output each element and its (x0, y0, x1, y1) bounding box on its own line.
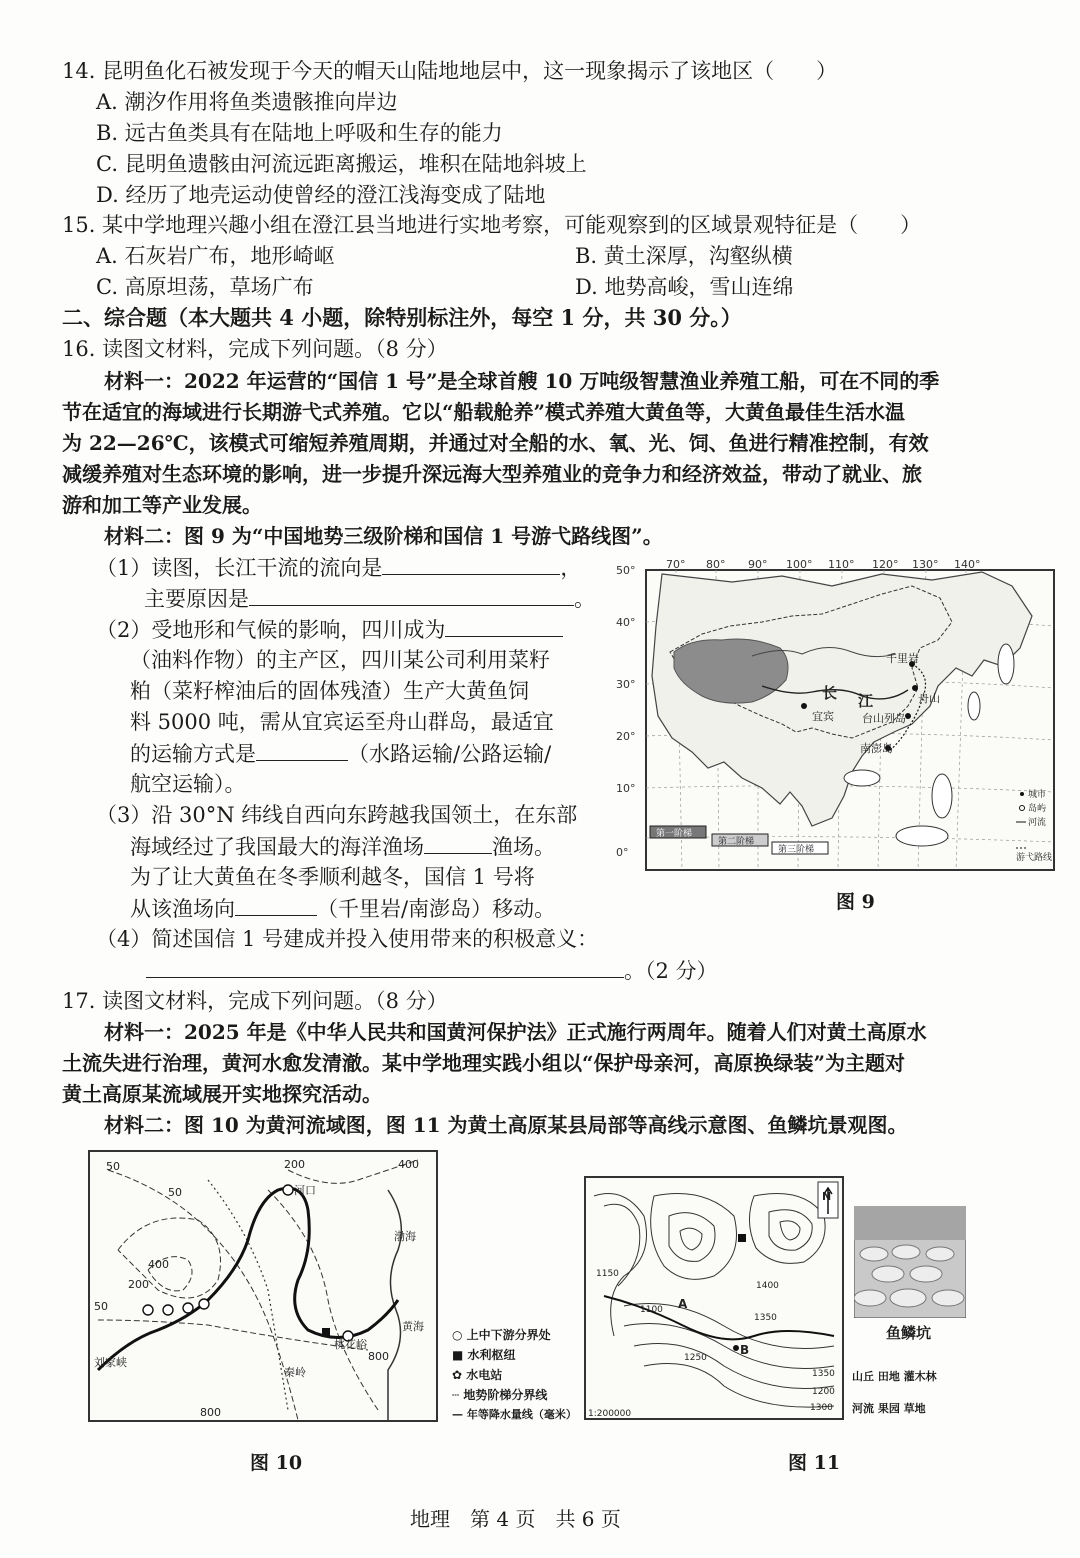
q16-material1-line5: 游和加工等产业发展。 (62, 493, 262, 517)
label-taohuayu: 桃花峪 (334, 1338, 367, 1351)
label-bohai: 渤海 (394, 1230, 416, 1243)
fig10-legend-hub: ■ 水利枢纽 (452, 1348, 516, 1362)
q16-part2-line4: 料 5000 吨，需从宜宾运至舟山群岛，最适宜 (130, 710, 554, 734)
label-taishan: 台山列岛 (862, 712, 906, 725)
contour-label: 1400 (756, 1281, 779, 1291)
dam-marker (183, 1303, 193, 1313)
q15-option-c[interactable]: C. 高原坦荡，草场广布 (96, 275, 314, 299)
q14-option-c[interactable]: C. 昆明鱼遗骸由河流远距离搬运，堆积在陆地斜坡上 (96, 152, 587, 176)
point-a: A (678, 1297, 688, 1311)
figure-11-caption: 图 11 (788, 1452, 841, 1474)
contour-label: 1350 (754, 1313, 777, 1323)
label-yibin: 宜宾 (812, 710, 834, 723)
label-hekou: 河口 (294, 1184, 316, 1197)
island (998, 644, 1014, 684)
q15-option-d[interactable]: D. 地势高峻，雪山连绵 (575, 275, 794, 299)
fig10-legend-station: ✿ 水电站 (452, 1368, 503, 1382)
q16-stem: 16. 读图文材料，完成下列问题。（8 分） (62, 337, 448, 361)
q15-stem: 15. 某中学地理兴趣小组在澄江县当地进行实地考察，可能观察到的区域景观特征是（ ） (62, 213, 922, 237)
q16-part1-line1: （1）读图，长江干流的流向是 ， (96, 552, 581, 583)
q16-part3-line4: 从该渔场向 （千里岩/南澎岛）移动。 (130, 893, 555, 924)
lon-label: 130° (912, 558, 939, 571)
point-b: B (740, 1343, 750, 1357)
contour-label: 1300 (810, 1403, 833, 1413)
dam-marker (199, 1299, 209, 1309)
q16-material1-line2: 节在适宜的海域进行长期游弋式养殖。它以“船载舱养”模式养殖大黄鱼等，大黄鱼最佳生活水温 (62, 400, 906, 424)
contour-label: 1100 (640, 1305, 663, 1315)
island (896, 826, 948, 846)
legend-island: 岛屿 (1028, 804, 1047, 814)
q17-stem: 17. 读图文材料，完成下列问题。（8 分） (62, 989, 448, 1013)
lon-label: 70° (666, 558, 686, 571)
q17-material1-line2: 土流失进行治理，黄河水愈发清澈。某中学地理实践小组以“保护母亲河，高原换绿装”为主题对 (62, 1051, 906, 1075)
q16-part3-line3: 为了让大黄鱼在冬季顺利越冬，国信 1 号将 (130, 865, 535, 889)
scale-label: 1:200000 (588, 1409, 632, 1419)
q16-part2-line5: 的运输方式是 （水路运输/公路运输/ (130, 738, 551, 769)
q16-part1-line2: 主要原因是 。 (144, 583, 595, 614)
label-zhoushan: 舟山 (918, 692, 940, 705)
q16-part2-line2: （油料作物）的主产区，四川某公司利用菜籽 (130, 648, 550, 672)
figure-9-map (612, 556, 1070, 912)
label-jiang: 江 (858, 692, 874, 710)
map-frame (585, 1177, 843, 1419)
fig11-legend-line2: 河流 果园 草地 (852, 1402, 926, 1415)
q15-option-a[interactable]: A. 石灰岩广布，地形崎岖 (96, 244, 335, 268)
q16-material1-line1: 材料一：2022 年运营的“国信 1 号”是全球首艘 10 万吨级智慧渔业养殖工船，可在不同的季 (104, 369, 940, 393)
label-50: 50 (94, 1300, 108, 1313)
zhoushan-dot (912, 685, 918, 691)
page-footer: 地理 第 4 页 共 6 页 (410, 1507, 621, 1531)
figure-10-caption: 图 10 (250, 1452, 303, 1474)
figure-11-contour-map (584, 1176, 846, 1422)
fig11-legend-line1: 山丘 田地 灌木林 (852, 1370, 937, 1383)
answer-blank[interactable] (249, 583, 574, 606)
figure-9-caption: 图 9 (836, 891, 875, 913)
island (844, 770, 880, 786)
answer-blank[interactable] (146, 955, 624, 978)
answer-blank[interactable] (424, 831, 492, 854)
legend-river: 河流 (1028, 818, 1047, 828)
label-400: 400 (398, 1158, 419, 1171)
fig10-legend-boundary: ○ 上中下游分界处 (452, 1328, 551, 1342)
q16-part4: （4）简述国信 1 号建成并投入使用带来的积极意义： (96, 927, 599, 951)
lat-label: 20° (616, 730, 636, 743)
q16-material1-line4: 减缓养殖对生态环境的影响，进一步提升深远海大型养殖业的竞争力和经济效益，带动了就业、旅 (62, 462, 922, 486)
contour-label: 1250 (684, 1353, 707, 1363)
label-qianliyan: 千里岩 (886, 652, 919, 665)
label-50: 50 (168, 1186, 182, 1199)
lat-label: 40° (616, 616, 636, 629)
contour-label: 1150 (596, 1269, 619, 1279)
q16-part4-answer-line: 。（2 分） (146, 955, 718, 986)
north-label: N (822, 1190, 832, 1203)
q16-part2-line1: （2）受地形和气候的影响，四川成为 (96, 614, 563, 645)
fish-scale-pit-label: 鱼鳞坑 (886, 1324, 932, 1342)
answer-blank[interactable] (445, 614, 563, 637)
label-800: 800 (368, 1350, 389, 1363)
q16-part3-line2: 海域经过了我国最大的海洋渔场 渔场。 (130, 831, 555, 862)
yibin-dot (801, 703, 807, 709)
q16-material1-line3: 为 22—26℃，该模式可缩短养殖周期，并通过对全船的水、氧、光、饲、鱼进行精准控制，有效 (62, 431, 929, 455)
contour-label: 1350 (812, 1369, 835, 1379)
lat-label: 0° (616, 846, 629, 859)
q14-option-a[interactable]: A. 潮汐作用将鱼类遗骸推向岸边 (96, 90, 398, 114)
fish-scale-pit-photo (854, 1206, 966, 1318)
contour-label: 1200 (812, 1387, 835, 1397)
q17-material1-line3: 黄土高原某流域展开实地探究活动。 (62, 1082, 382, 1106)
figure-10-map (88, 1150, 440, 1424)
label-qinling: 秦岭 (284, 1366, 306, 1379)
dam-marker (163, 1305, 173, 1315)
label-step3: 第三阶梯 (778, 845, 815, 855)
lat-label: 10° (616, 782, 636, 795)
lon-label: 100° (786, 558, 813, 571)
label-200: 200 (284, 1158, 305, 1171)
hub-marker (322, 1328, 330, 1336)
label-liujiaxia: 刘家峡 (94, 1356, 127, 1369)
q17-material1-line1: 材料一：2025 年是《中华人民共和国黄河保护法》正式施行两周年。随着人们对黄土高原水 (104, 1020, 927, 1044)
lon-label: 140° (954, 558, 981, 571)
q16-part2-line6: 航空运输）。 (130, 772, 246, 796)
house-marker (738, 1234, 746, 1242)
label-chang: 长 (822, 684, 838, 702)
q16-part2-line3: 粕（菜籽榨油后的固体残渣）生产大黄鱼饲 (130, 679, 529, 703)
label-200: 200 (128, 1278, 149, 1291)
lon-label: 110° (828, 558, 855, 571)
legend-city-symbol (1020, 792, 1024, 796)
label-step2: 第二阶梯 (718, 837, 755, 847)
island (968, 692, 980, 720)
label-50: 50 (106, 1160, 120, 1173)
q14-option-b[interactable]: B. 远古鱼类具有在陆地上呼吸和生存的能力 (96, 121, 503, 145)
point-b-dot (733, 1345, 739, 1351)
section-2-heading: 二、综合题（本大题共 4 小题，除特别标注外，每空 1 分，共 30 分。） (62, 305, 742, 330)
lon-label: 90° (748, 558, 768, 571)
hekou-marker (283, 1185, 293, 1195)
fig10-legend-precip: — 年等降水量线（毫米） (452, 1408, 577, 1421)
island (932, 774, 952, 818)
dam-marker (143, 1305, 153, 1315)
fig10-legend-step: ┄ 地势阶梯分界线 (452, 1388, 548, 1402)
label-800: 800 (200, 1406, 221, 1419)
q15-option-b[interactable]: B. 黄土深厚，沟壑纵横 (575, 244, 793, 268)
label-huanghai: 黄海 (402, 1320, 424, 1333)
q14-stem: 14. 昆明鱼化石被发现于今天的帽天山陆地地层中，这一现象揭示了该地区（ ） (62, 59, 838, 83)
legend-city: 城市 (1028, 790, 1047, 800)
legend-route: 游弋路线 (1016, 853, 1053, 863)
label-nanpeng: 南澎岛 (860, 742, 893, 755)
q16-material2: 材料二：图 9 为“中国地势三级阶梯和国信 1 号游弋路线图”。 (104, 524, 663, 548)
label-step1: 第一阶梯 (656, 829, 693, 839)
lat-label: 50° (616, 564, 636, 577)
lat-label: 30° (616, 678, 636, 691)
q17-material2: 材料二：图 10 为黄河流域图，图 11 为黄土高原某县局部等高线示意图、鱼鳞坑景观图。 (104, 1113, 908, 1137)
label-400: 400 (148, 1258, 169, 1271)
answer-blank[interactable] (235, 893, 317, 916)
q14-option-d[interactable]: D. 经历了地壳运动使曾经的澄江浅海变成了陆地 (96, 183, 546, 207)
answer-blank[interactable] (256, 738, 348, 761)
q16-part3-line1: （3）沿 30°N 纬线自西向东跨越我国领土，在东部 (96, 803, 578, 827)
lon-label: 80° (706, 558, 726, 571)
lon-label: 120° (872, 558, 899, 571)
answer-blank[interactable] (382, 552, 560, 575)
